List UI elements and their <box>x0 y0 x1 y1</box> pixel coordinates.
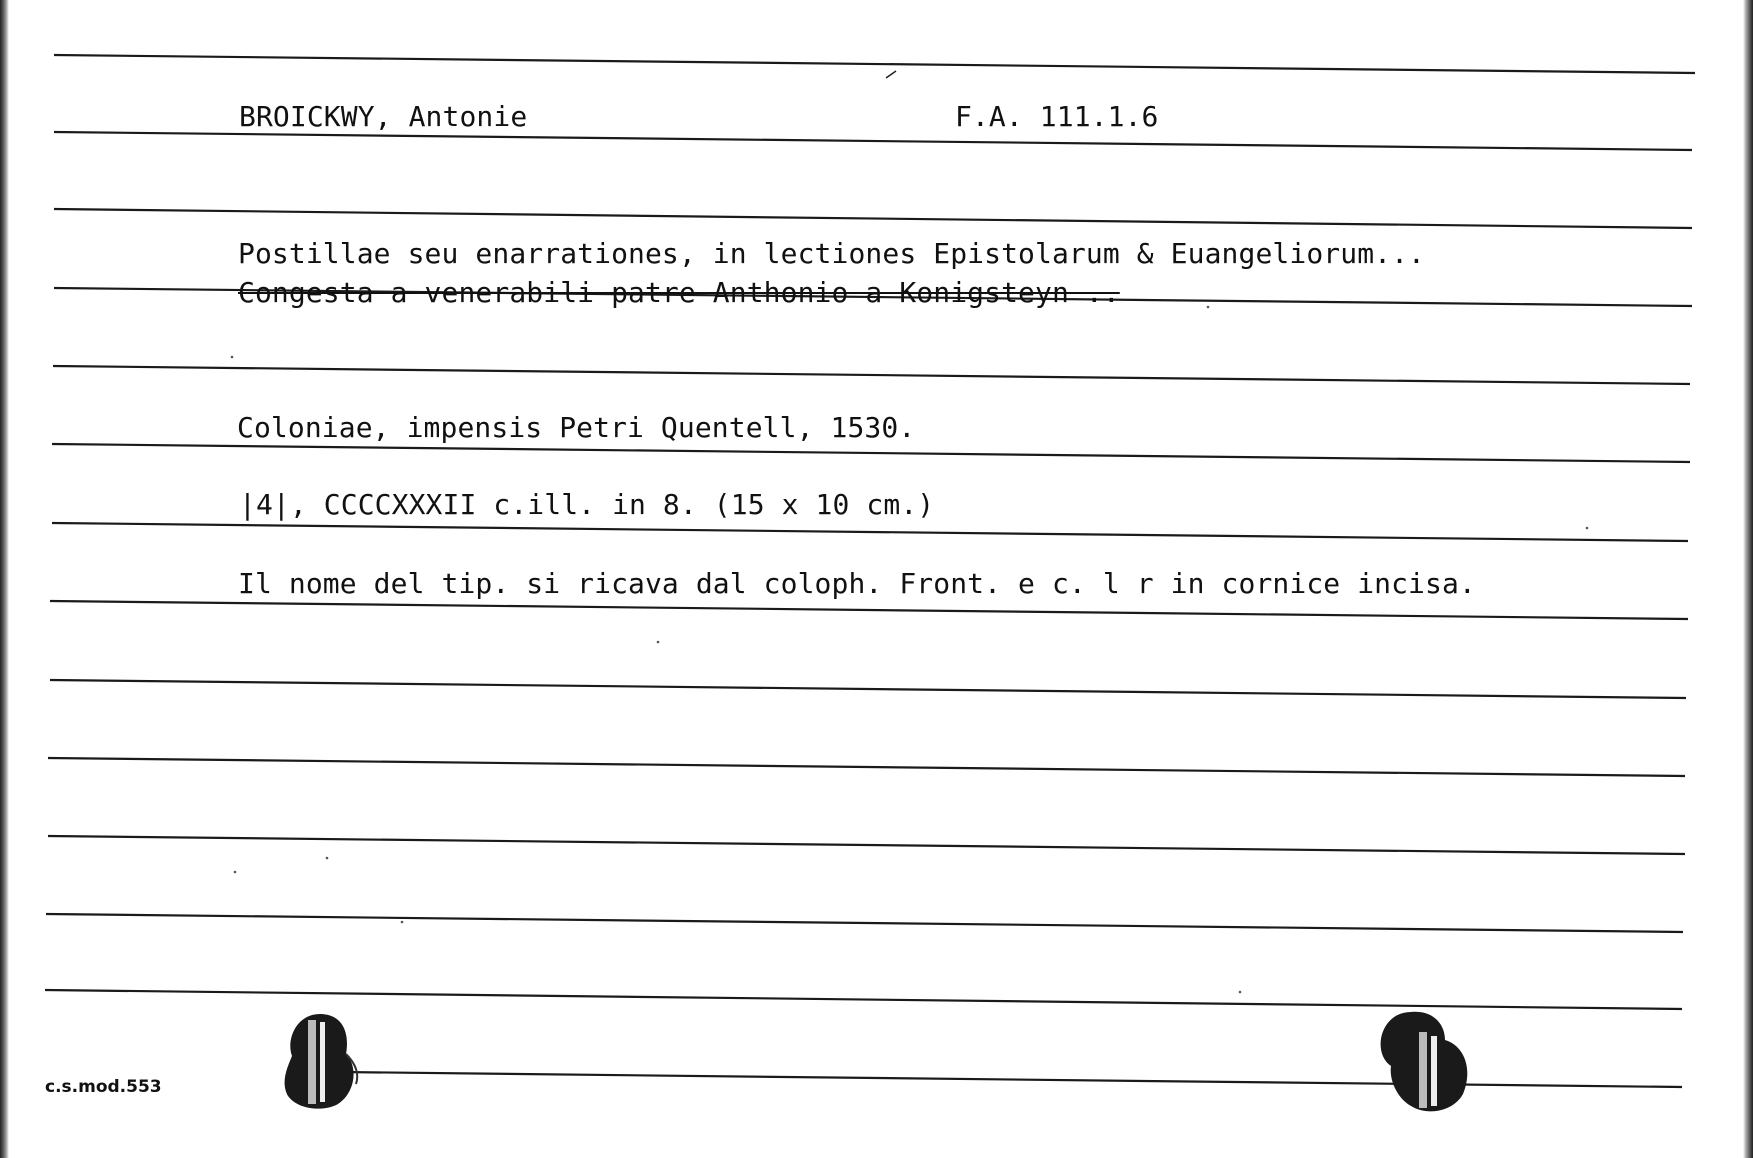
form-code: c.s.mod.553 <box>45 1077 162 1097</box>
imprint-line: Coloniae, impensis Petri Quentell, 1530. <box>237 411 916 444</box>
rule-line <box>54 132 1692 150</box>
rule-line <box>46 914 1683 932</box>
rule-line <box>48 836 1685 854</box>
rule-line <box>54 55 1695 73</box>
title-line-1: Postillae seu enarrationes, in lectiones Epistolarum & Euangeliorum... <box>238 237 1426 270</box>
punch-hole-left <box>280 1012 370 1112</box>
rule-line <box>48 758 1685 776</box>
rule-line <box>340 1072 1682 1087</box>
rule-line <box>52 444 1690 462</box>
shelfmark: F.A. 111.1.6 <box>955 100 1159 133</box>
rule-line <box>52 523 1688 541</box>
note-line: Il nome del tip. si ricava dal coloph. Front. e c. l r in cornice incisa. <box>238 567 1476 600</box>
title-line-2: Congesta a venerabili patre Anthonio a Konigsteyn .. <box>238 276 1120 309</box>
rule-line <box>45 990 1682 1009</box>
punch-hole-right <box>1375 1010 1475 1114</box>
collation-line: |4|, CCCCXXXII c.ill. in 8. (15 x 10 cm.) <box>239 488 935 521</box>
rule-line <box>50 680 1686 698</box>
author-heading: BROICKWY, Antonie <box>239 100 528 133</box>
rule-line <box>54 209 1692 228</box>
rule-line <box>50 601 1688 619</box>
rule-line <box>53 366 1690 384</box>
